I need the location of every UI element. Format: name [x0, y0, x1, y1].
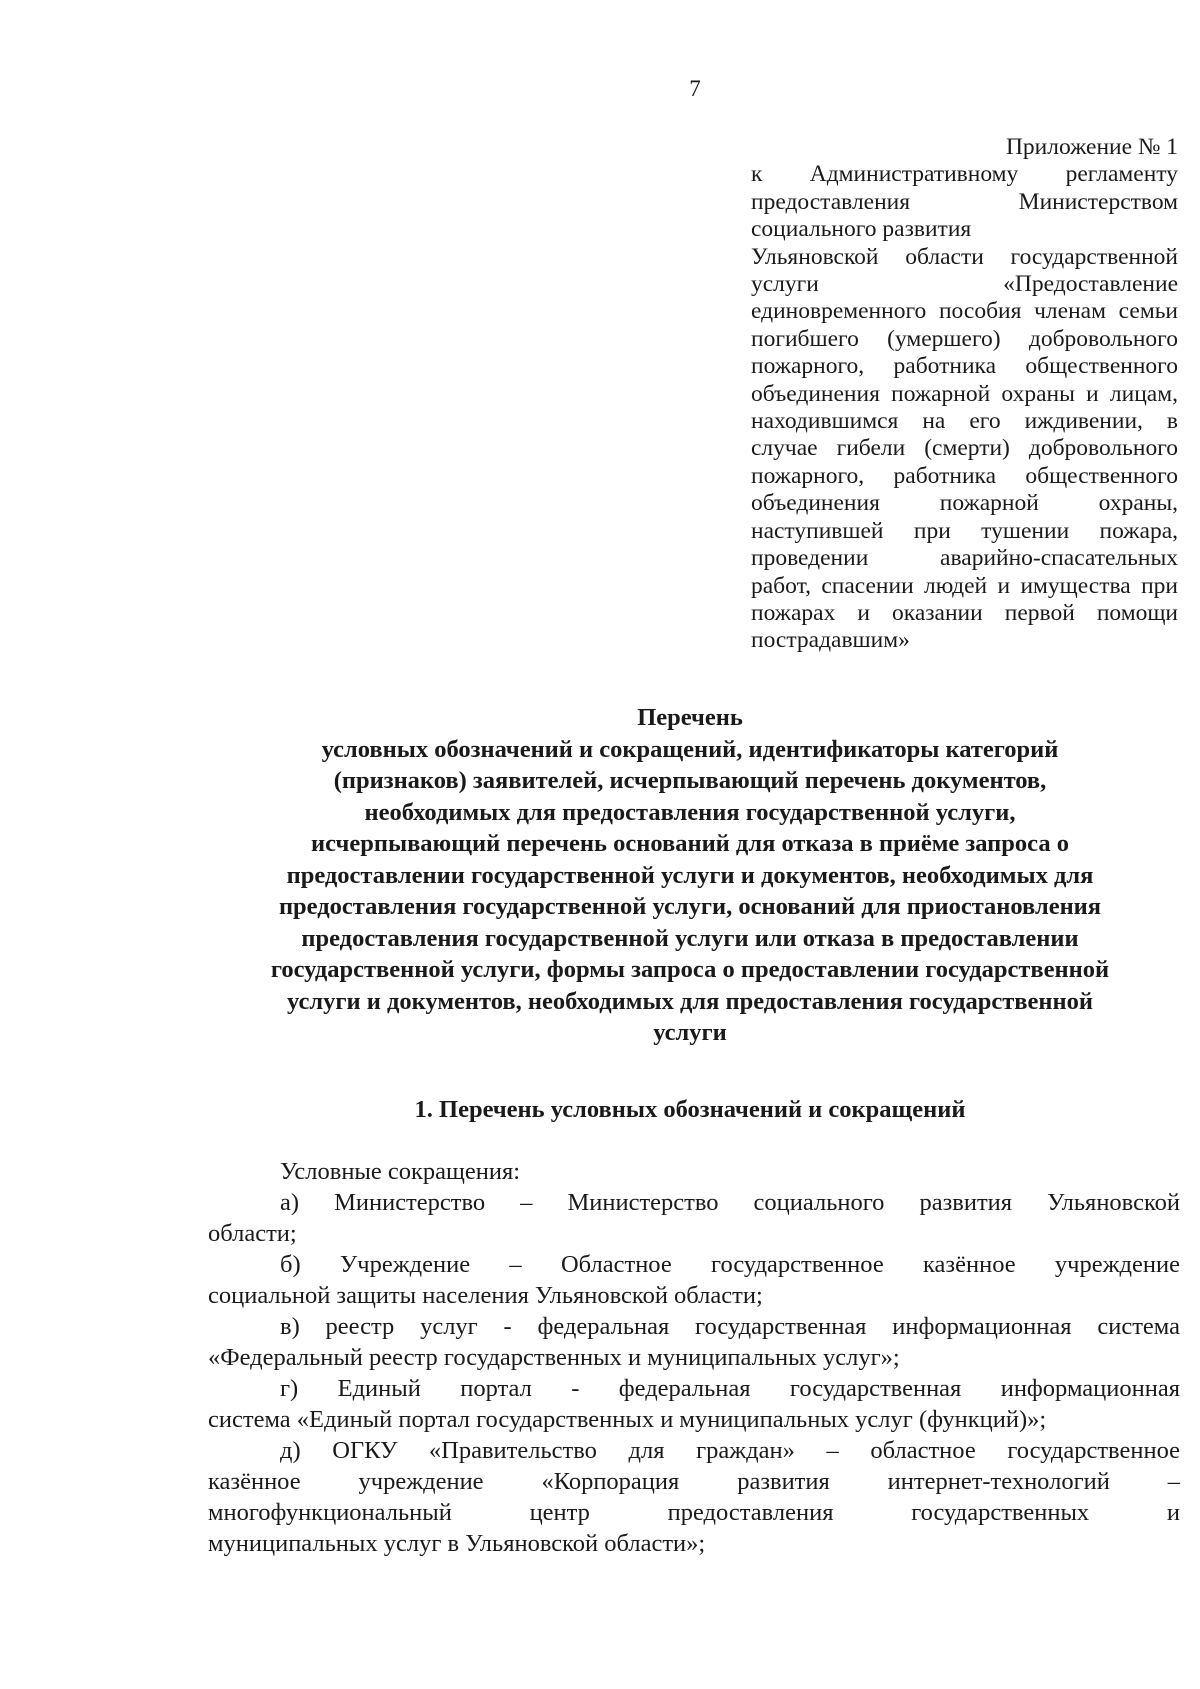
title-line: необходимых для предоставления государственной услуги,	[364, 798, 1016, 826]
appendix-line: случае гибели (смерти) добровольного	[751, 435, 1178, 462]
title-line: предоставления государственной услуги или отказа в предоставлении	[301, 924, 1079, 952]
item-line: области;	[208, 1220, 297, 1247]
item-line: в) реестр услуг - федеральная государственная информационная система	[280, 1313, 1180, 1340]
title-line: предоставления государственной услуги, оснований для приостановления	[278, 893, 1102, 920]
abbreviation-item	[208, 1249, 1180, 1311]
appendix-line: наступившей при тушении пожара,	[751, 517, 1178, 544]
item-line: многофункциональный центр предоставления государственных и	[208, 1499, 1180, 1526]
appendix-line: Ульяновской области государственной	[751, 243, 1178, 270]
item-line: д) ОГКУ «Правительство для граждан» – областное государственное	[280, 1437, 1180, 1464]
item-line: «Федеральный реестр государственных и муниципальных услуг»;	[208, 1344, 900, 1371]
item-line: казённое учреждение «Корпорация развития интернет-технологий –	[208, 1468, 1180, 1495]
appendix-line: предоставления Министерством	[751, 188, 1178, 215]
item-line: система «Единый портал государственных и муниципальных услуг (функций)»;	[208, 1406, 1047, 1433]
item-line: муниципальных услуг в Ульяновской области»;	[208, 1530, 706, 1557]
title-line: условных обозначений и сокращений, идентификаторы категорий	[321, 735, 1059, 763]
abbreviation-item	[208, 1435, 1180, 1559]
appendix-line: социального развития	[751, 216, 972, 243]
appendix-line: проведении аварийно-спасательных	[751, 545, 1178, 572]
section-heading: 1. Перечень условных обозначений и сокращений	[414, 1096, 966, 1123]
appendix-line: единовременного пособия членам семьи	[751, 298, 1178, 325]
item-line: б) Учреждение – Областное государственное казённое учреждение	[280, 1251, 1180, 1278]
appendix-line: пострадавшим»	[751, 627, 910, 654]
appendix-line: пожарного, работника общественного	[751, 353, 1178, 380]
abbreviation-item	[208, 1311, 1180, 1373]
appendix-heading: Приложение № 1	[1005, 134, 1178, 160]
page-number: 7	[689, 76, 701, 101]
abbreviation-item	[208, 1373, 1180, 1435]
appendix-text	[751, 161, 1178, 654]
item-line: социальной защиты населения Ульяновской области;	[208, 1282, 763, 1309]
item-line: а) Министерство – Министерство социального развития Ульяновской	[280, 1189, 1180, 1216]
appendix-block	[751, 134, 1178, 655]
title-line: предоставлении государственной услуги и документов, необходимых для	[286, 861, 1094, 889]
appendix-line: пожарах и оказании первой помощи	[751, 599, 1178, 626]
appendix-line: объединения пожарной охраны,	[751, 490, 1178, 517]
appendix-line: находившимся на его иждивении, в	[751, 408, 1178, 435]
appendix-line: услуги «Предоставление	[751, 271, 1178, 298]
appendix-line: объединения пожарной охраны и лицам,	[751, 380, 1178, 407]
appendix-line: работ, спасении людей и имущества при	[751, 572, 1178, 599]
appendix-line: к Административному регламенту	[751, 161, 1178, 188]
section-content	[208, 1156, 1180, 1559]
appendix-line: пожарного, работника общественного	[751, 462, 1178, 489]
appendix-line: погибшего (умершего) добровольного	[751, 325, 1178, 352]
document-title	[190, 702, 1190, 1049]
title-line: Перечень	[637, 704, 743, 731]
title-line: (признаков) заявителей, исчерпывающий перечень документов,	[333, 767, 1047, 794]
title-line: исчерпывающий перечень оснований для отказа в приёме запроса о	[311, 830, 1069, 857]
title-line: услуги	[653, 1019, 727, 1046]
title-line: государственной услуги, формы запроса о предоставлении государственной	[270, 956, 1110, 983]
abbreviations-intro: Условные сокращения:	[280, 1158, 521, 1185]
title-line: услуги и документов, необходимых для предоставления государственной	[287, 987, 1093, 1015]
item-line: г) Единый портал - федеральная государственная информационная	[280, 1375, 1180, 1402]
abbreviation-item	[208, 1187, 1180, 1249]
